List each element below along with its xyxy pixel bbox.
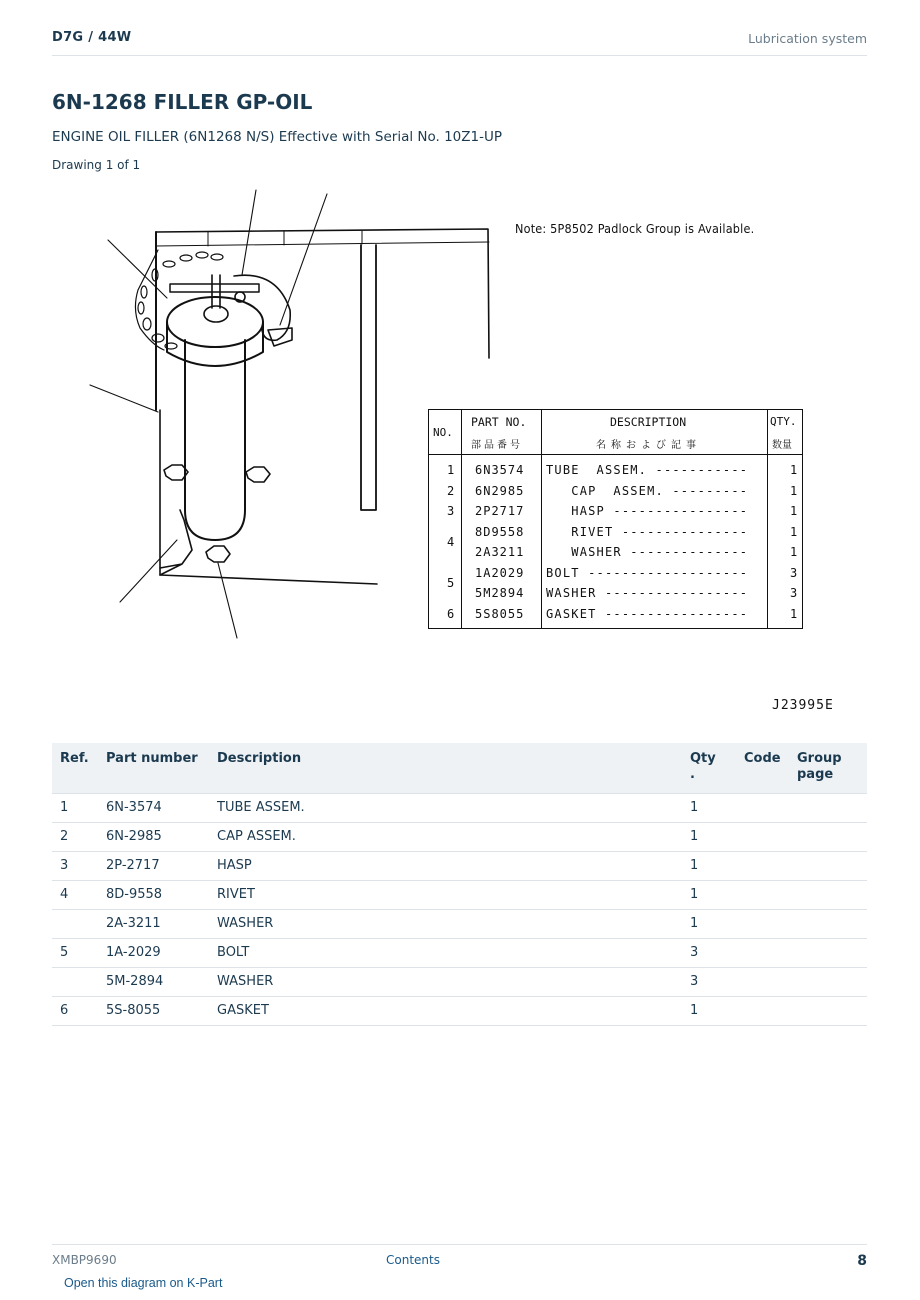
- drawing-number: J23995E: [772, 698, 834, 713]
- cell-ref: 5: [52, 938, 98, 967]
- inset-row-desc: HASP ----------------: [546, 504, 749, 518]
- inset-row: [429, 501, 802, 522]
- inset-row-desc: TUBE ASSEM. -----------: [546, 463, 749, 477]
- parts-diagram: [52, 180, 867, 725]
- inset-row-part: 2A3211: [475, 545, 525, 559]
- inset-row: [429, 542, 802, 563]
- cell-qty: 1: [690, 996, 736, 1025]
- section-name: Lubrication system: [748, 31, 867, 46]
- inset-row-desc: WASHER -----------------: [546, 586, 749, 600]
- inset-row-part: 5S8055: [475, 606, 525, 621]
- cell-code: [736, 793, 789, 822]
- header-qty: [690, 743, 736, 793]
- cell-code: [736, 822, 789, 851]
- machine-model: D7G / 44W: [52, 30, 132, 45]
- cell-code: [736, 851, 789, 880]
- inset-row: [429, 604, 802, 625]
- cell-group-page: [789, 851, 867, 880]
- cell-part-number: 6N-2985: [98, 822, 209, 851]
- cell-description: TUBE ASSEM.: [209, 793, 690, 822]
- cell-code: [736, 996, 789, 1025]
- inset-row-qty: 1: [790, 545, 798, 559]
- inset-row-no: 1: [447, 463, 455, 477]
- cell-description: BOLT: [209, 938, 690, 967]
- inset-row-no: 3: [447, 504, 455, 518]
- cell-part-number: 8D-9558: [98, 880, 209, 909]
- inset-header-description-jp: 名称および記事: [596, 440, 701, 451]
- cell-code: [736, 880, 789, 909]
- cell-group-page: [789, 996, 867, 1025]
- header-description: Description: [209, 743, 690, 793]
- cell-ref: 4: [52, 880, 98, 909]
- header-ref: Ref.: [52, 743, 98, 793]
- inset-header: [429, 410, 802, 455]
- inset-row-part: 5M2894: [475, 586, 525, 600]
- cell-ref: 3: [52, 851, 98, 880]
- cell-qty: 1: [690, 793, 736, 822]
- cell-group-page: [789, 938, 867, 967]
- cell-qty: 3: [690, 938, 736, 967]
- inset-row-desc: BOLT -------------------: [546, 565, 749, 580]
- inset-header-description: DESCRIPTION: [610, 415, 687, 429]
- inset-row: [429, 563, 802, 590]
- inset-row-part: 8D9558: [475, 524, 525, 539]
- table-row: [52, 909, 867, 938]
- inset-header-no: NO.: [433, 426, 453, 439]
- diagram-parts-table: [428, 409, 803, 629]
- cell-ref: 2: [52, 822, 98, 851]
- inset-row-no: 6: [447, 606, 455, 621]
- page-number: 8: [857, 1253, 867, 1269]
- inset-row-desc: WASHER --------------: [546, 545, 749, 559]
- header-qty-label: Qty: [690, 751, 716, 766]
- inset-row: [429, 583, 802, 604]
- table-row: [52, 880, 867, 909]
- inset-row-desc: CAP ASSEM. ---------: [546, 483, 749, 498]
- page-header: [52, 28, 867, 56]
- inset-row-part: 6N3574: [475, 463, 525, 477]
- inset-row-no: 5: [447, 575, 455, 590]
- header-part-number: Part number: [98, 743, 209, 793]
- cell-group-page: [789, 967, 867, 996]
- cell-description: GASKET: [209, 996, 690, 1025]
- header-qty-dot: .: [690, 767, 695, 782]
- table-row: [52, 996, 867, 1025]
- inset-row: [429, 522, 802, 549]
- inset-row-no: 4: [447, 534, 455, 549]
- cell-part-number: 2P-2717: [98, 851, 209, 880]
- cell-description: RIVET: [209, 880, 690, 909]
- inset-row-qty: 1: [790, 483, 798, 498]
- document-id: XMBP9690: [52, 1253, 117, 1267]
- cell-qty: 1: [690, 822, 736, 851]
- cell-code: [736, 938, 789, 967]
- cell-description: WASHER: [209, 909, 690, 938]
- cell-description: HASP: [209, 851, 690, 880]
- cell-part-number: 2A-3211: [98, 909, 209, 938]
- cell-code: [736, 967, 789, 996]
- cell-qty: 1: [690, 880, 736, 909]
- page-title: 6N-1268 FILLER GP-OIL: [52, 90, 313, 114]
- cell-qty: 1: [690, 909, 736, 938]
- inset-header-qty-jp: 数量: [772, 440, 792, 451]
- page-subtitle: ENGINE OIL FILLER (6N1268 N/S) Effective with Serial No. 10Z1-UP: [52, 129, 503, 145]
- table-row: [52, 822, 867, 851]
- cell-part-number: 5S-8055: [98, 996, 209, 1025]
- inset-row-qty: 3: [790, 565, 798, 580]
- cell-group-page: [789, 880, 867, 909]
- table-row: [52, 793, 867, 822]
- inset-header-part-no: PART NO.: [471, 415, 527, 429]
- cell-code: [736, 909, 789, 938]
- cell-qty: 1: [690, 851, 736, 880]
- inset-row-qty: 1: [790, 606, 798, 621]
- inset-row-desc: RIVET ---------------: [546, 524, 749, 539]
- cell-group-page: [789, 793, 867, 822]
- inset-row-qty: 1: [790, 463, 798, 477]
- inset-row-part: 6N2985: [475, 483, 525, 498]
- inset-row-qty: 3: [790, 586, 798, 600]
- inset-row-qty: 1: [790, 504, 798, 518]
- inset-row: [429, 481, 802, 502]
- cell-part-number: 5M-2894: [98, 967, 209, 996]
- inset-row-part: 2P2717: [475, 504, 525, 518]
- contents-link[interactable]: Contents: [386, 1253, 440, 1267]
- header-group-page: Group page: [789, 743, 867, 793]
- cell-ref: 6: [52, 996, 98, 1025]
- inset-row-qty: 1: [790, 524, 798, 539]
- inset-row: [429, 460, 802, 481]
- inset-row-part: 1A2029: [475, 565, 525, 580]
- cell-group-page: [789, 909, 867, 938]
- cell-part-number: 6N-3574: [98, 793, 209, 822]
- inset-row-no: 2: [447, 483, 455, 498]
- parts-table-header: [52, 743, 867, 793]
- inset-header-qty: QTY.: [770, 415, 797, 428]
- open-on-k-part-link[interactable]: Open this diagram on K-Part: [64, 1276, 223, 1290]
- inset-row-desc: GASKET -----------------: [546, 606, 749, 621]
- header-code: Code: [736, 743, 789, 793]
- cell-group-page: [789, 822, 867, 851]
- cell-description: CAP ASSEM.: [209, 822, 690, 851]
- table-row: [52, 938, 867, 967]
- table-row: [52, 967, 867, 996]
- table-row: [52, 851, 867, 880]
- diagram-note: Note: 5P8502 Padlock Group is Available.: [515, 221, 755, 236]
- parts-table: [52, 743, 867, 1026]
- cell-ref: 1: [52, 793, 98, 822]
- cell-part-number: 1A-2029: [98, 938, 209, 967]
- drawing-count: Drawing 1 of 1: [52, 158, 141, 172]
- cell-ref: [52, 909, 98, 938]
- cell-ref: [52, 967, 98, 996]
- page-footer: [52, 1244, 867, 1274]
- inset-header-part-no-jp: 部品番号: [471, 440, 523, 451]
- cell-qty: 3: [690, 967, 736, 996]
- cell-description: WASHER: [209, 967, 690, 996]
